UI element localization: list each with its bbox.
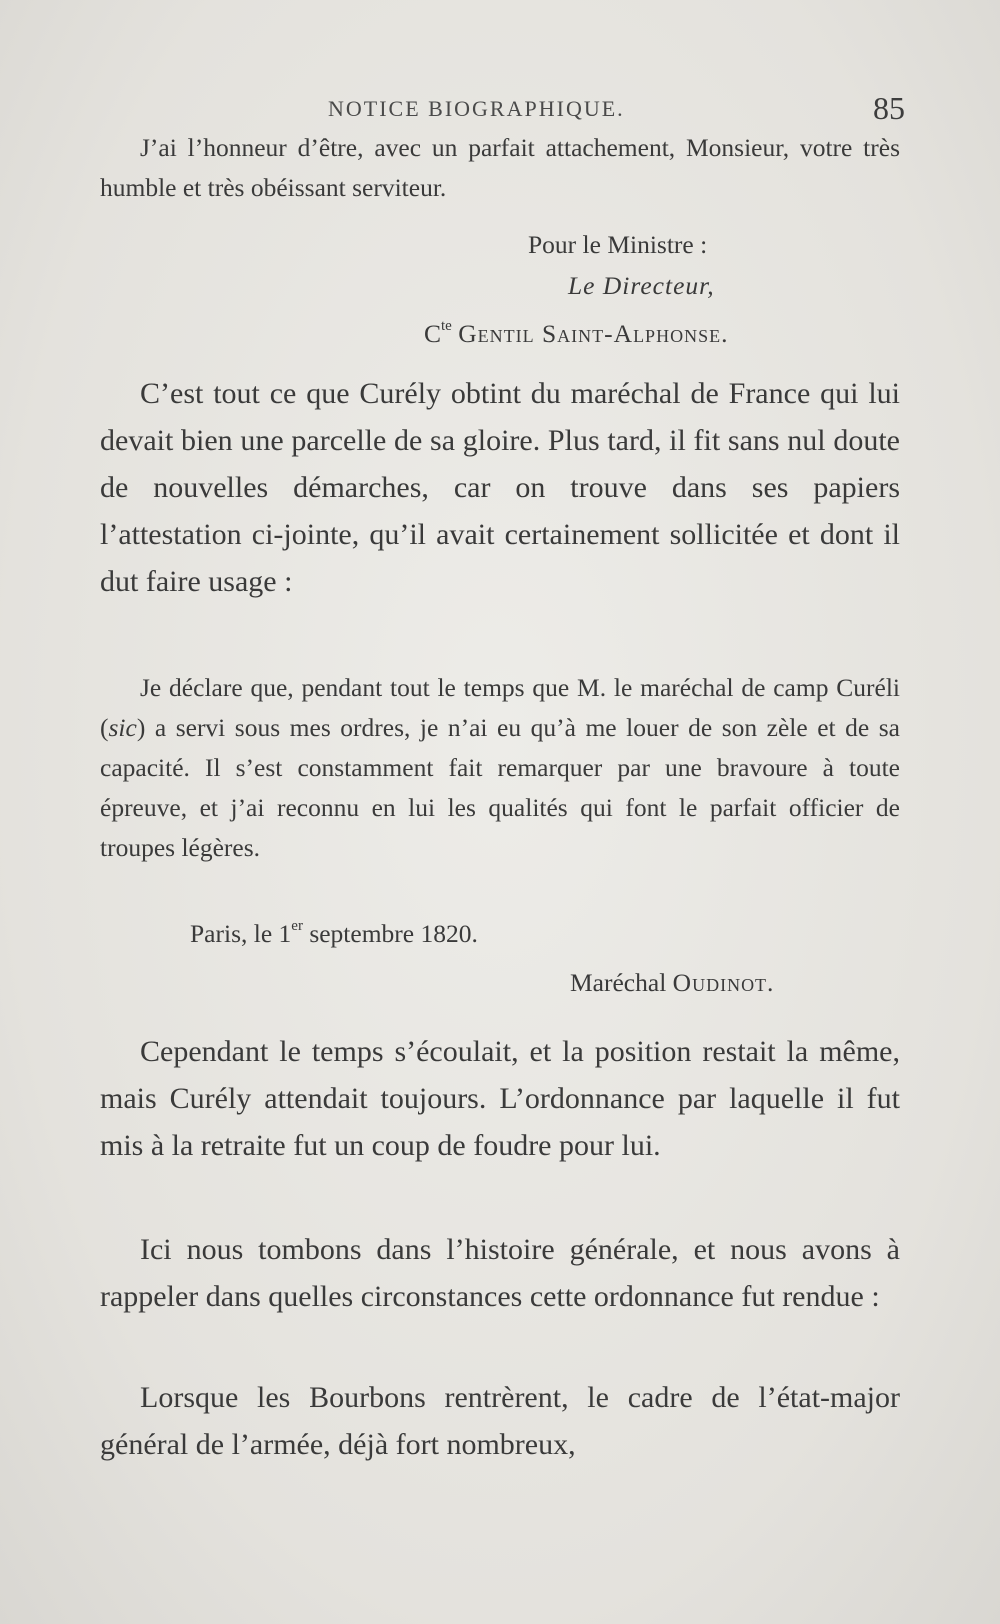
paragraph-2: Cependant le temps s’écoulait, et la position restait la même, mais Curély attendait toujours. L’ordonnance par laquelle il fut mis à la retraite fut un coup de foudre pour lui. <box>100 1035 900 1162</box>
signature-rank: Maréchal <box>570 968 673 997</box>
sic-word: sic <box>108 713 137 742</box>
title-prefix: C <box>424 319 442 348</box>
paragraph-4: Lorsque les Bourbons rentrèrent, le cadre de l’état-major général de l’armée, déjà fort nombreux, <box>100 1381 900 1461</box>
attestation-date <box>190 906 478 954</box>
title-superscript: te <box>441 318 452 334</box>
page-number: 85 <box>873 90 905 126</box>
director-name: Gentil Saint-Alphonse. <box>458 319 729 348</box>
attestation-part-1: Je déclare que, pendant tout le temps que M. le maréchal de camp Curéli ( <box>100 673 900 742</box>
date-prefix: Paris, le 1 <box>190 919 292 948</box>
signature-name-line <box>424 306 728 354</box>
running-title: NOTICE BIOGRAPHIQUE. <box>328 96 625 121</box>
marshal-name: Oudinot. <box>672 968 775 997</box>
paragraph-1: C’est tout ce que Curély obtint du maréchal de France qui lui devait bien une parcelle de sa gloire. Plus tard, il fit sans nul doute de nouvelles démarches, car on trouve dans ses papiers l’attestation ci-jointe, qu’il avait certainement sollicitée et dont il dut faire usage : <box>100 377 900 598</box>
date-superscript: er <box>291 918 303 934</box>
attestation-text <box>100 668 900 868</box>
attestation-signature <box>570 963 774 1003</box>
signature-line-1: Pour le Ministre : <box>528 230 708 259</box>
attestation-part-2: ) a servi sous mes ordres, je n’ai eu qu’à me louer de son zèle et de sa capacité. Il s’est constamment fait remarquer par une bravoure à toute épreuve, et j’ai reconnu en lui les qualités qui font le parfait officier de troupes légères. <box>100 713 900 862</box>
date-suffix: septembre 1820. <box>302 919 478 948</box>
signature-line-2: Le Directeur, <box>568 271 715 300</box>
letter-closing: J’ai l’honneur d’être, avec un parfait attachement, Monsieur, votre très humble et très obéissant serviteur. <box>100 133 900 202</box>
paragraph-3: Ici nous tombons dans l’histoire générale, et nous avons à rappeler dans quelles circonstances cette ordonnance fut rendue : <box>100 1233 900 1313</box>
page-header <box>110 90 905 130</box>
